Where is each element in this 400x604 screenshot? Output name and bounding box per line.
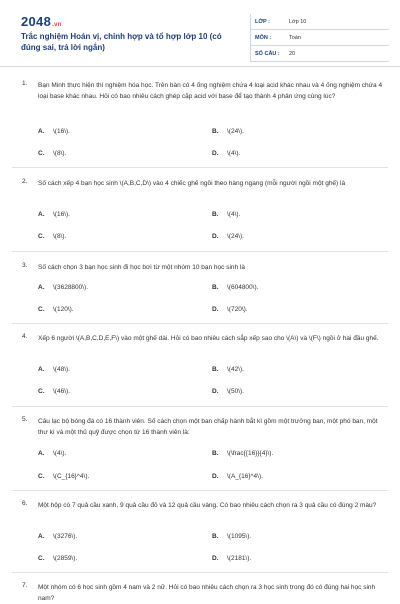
question-text: Bạn Minh thực hiện thí nghiệm hóa học. Trên bàn có 4 ống nghiệm chứa 4 loại acid khác nhau và 4 ống nghiệm chứa 4 loại base khác nhau. Hỏi có bao nhiêu cách ghép cặp acid với base để tạo thành 4 phản ứng cùng lúc? bbox=[38, 82, 383, 100]
divider bbox=[12, 406, 388, 407]
question-number: 2. bbox=[22, 178, 28, 185]
page-title: Trắc nghiệm Hoán vị, chỉnh hợp và tổ hợp lớp 10 (có đúng sai, trả lời ngắn) bbox=[21, 32, 222, 52]
meta-table bbox=[250, 14, 389, 62]
meta-row-count bbox=[251, 46, 389, 62]
meta-key: MÔN : bbox=[255, 34, 272, 41]
divider bbox=[12, 167, 388, 168]
option-d[interactable]: D. \(24\). bbox=[212, 233, 244, 240]
option-c[interactable]: C. \(120\). bbox=[38, 306, 74, 313]
option-a[interactable]: A. \(3628800\). bbox=[38, 284, 89, 291]
option-b[interactable]: B. \(4\). bbox=[212, 211, 241, 218]
option-d[interactable]: D. \(2181\). bbox=[212, 555, 252, 562]
question-text: Xếp 6 người \(A,B,C,D,E,F\) vào một ghế dài. Hỏi có bao nhiêu cách sắp xếp sao cho \(A\) và \(F\) ngồi ở hai đầu ghế. bbox=[38, 335, 379, 342]
meta-value: Lớp 10 bbox=[289, 18, 307, 25]
question-text: Một nhóm có 6 học sinh gồm 4 nam và 2 nữ. Hỏi có bao nhiêu cách chọn ra 3 học sinh trong đó có đúng hai học sinh nam? bbox=[38, 584, 376, 602]
divider bbox=[12, 572, 388, 573]
question-number: 3. bbox=[22, 262, 28, 269]
question-text: Câu lạc bộ bóng đá có 16 thành viên. Số cách chọn một ban chấp hành bắt kì gồm một trưởng ban, một phó ban, một thư kí và một thủ quỹ được chọn từ 16 thành viên là: bbox=[38, 418, 378, 436]
option-d[interactable]: D. \(4\). bbox=[212, 150, 241, 157]
question-number: 1. bbox=[22, 80, 28, 87]
option-c[interactable]: C. \(2859\). bbox=[38, 555, 78, 562]
question-number: 4. bbox=[22, 333, 28, 340]
option-c[interactable]: C. \(8\). bbox=[38, 233, 67, 240]
option-a[interactable]: A. \(16\). bbox=[38, 211, 70, 218]
meta-row-grade bbox=[251, 14, 389, 30]
option-d[interactable]: D. \(A_{16}^4\). bbox=[212, 473, 263, 480]
option-c[interactable]: C. \(46\). bbox=[38, 388, 70, 395]
option-a[interactable]: A. \(48\). bbox=[38, 366, 70, 373]
option-b[interactable]: B. \(\frac{{16}}{4}\). bbox=[212, 450, 274, 457]
meta-row-subject bbox=[251, 30, 389, 46]
option-b[interactable]: B. \(1095\). bbox=[212, 533, 252, 540]
logo-suffix: .vn bbox=[52, 22, 62, 28]
question-text: Số cách xếp 4 bạn học sinh \(A,B,C,D\) vào 4 chiếc ghế ngồi theo hàng ngang (mỗi người ngồi một ghế) là bbox=[38, 180, 346, 187]
option-c[interactable]: C. \(C_{16}^4\). bbox=[38, 473, 90, 480]
option-a[interactable]: A. \(4\). bbox=[38, 450, 67, 457]
question-number: 6. bbox=[22, 500, 28, 507]
meta-key: SỐ CÂU : bbox=[255, 50, 280, 57]
divider bbox=[12, 251, 388, 252]
meta-key: LỚP : bbox=[255, 18, 270, 25]
divider bbox=[12, 323, 388, 324]
option-c[interactable]: C. \(8\). bbox=[38, 150, 67, 157]
page-header bbox=[0, 0, 400, 67]
option-d[interactable]: D. \(720\). bbox=[212, 306, 248, 313]
question-text: Một hộp có 7 quả cầu xanh, 9 quả cầu đỏ và 12 quả cầu vàng. Có bao nhiêu cách chọn ra 3 quả cầu có đúng 2 màu? bbox=[38, 502, 377, 509]
option-a[interactable]: A. \(16\). bbox=[38, 128, 70, 135]
meta-value: 20 bbox=[289, 50, 296, 57]
question-text: Số cách chọn 3 bạn học sinh đi học bơi từ một nhóm 10 bạn học sinh là bbox=[38, 264, 245, 271]
logo-text: 2048 bbox=[21, 14, 52, 29]
site-logo[interactable] bbox=[21, 14, 62, 29]
option-b[interactable]: B. \(604800\). bbox=[212, 284, 259, 291]
question-number: 5. bbox=[22, 416, 28, 423]
option-d[interactable]: D. \(50\). bbox=[212, 388, 244, 395]
option-b[interactable]: B. \(24\). bbox=[212, 128, 244, 135]
option-b[interactable]: B. \(42\). bbox=[212, 366, 244, 373]
meta-value: Toán bbox=[289, 34, 301, 41]
question-number: 7. bbox=[22, 582, 28, 589]
option-a[interactable]: A. \(3276\). bbox=[38, 533, 78, 540]
divider bbox=[12, 490, 388, 491]
